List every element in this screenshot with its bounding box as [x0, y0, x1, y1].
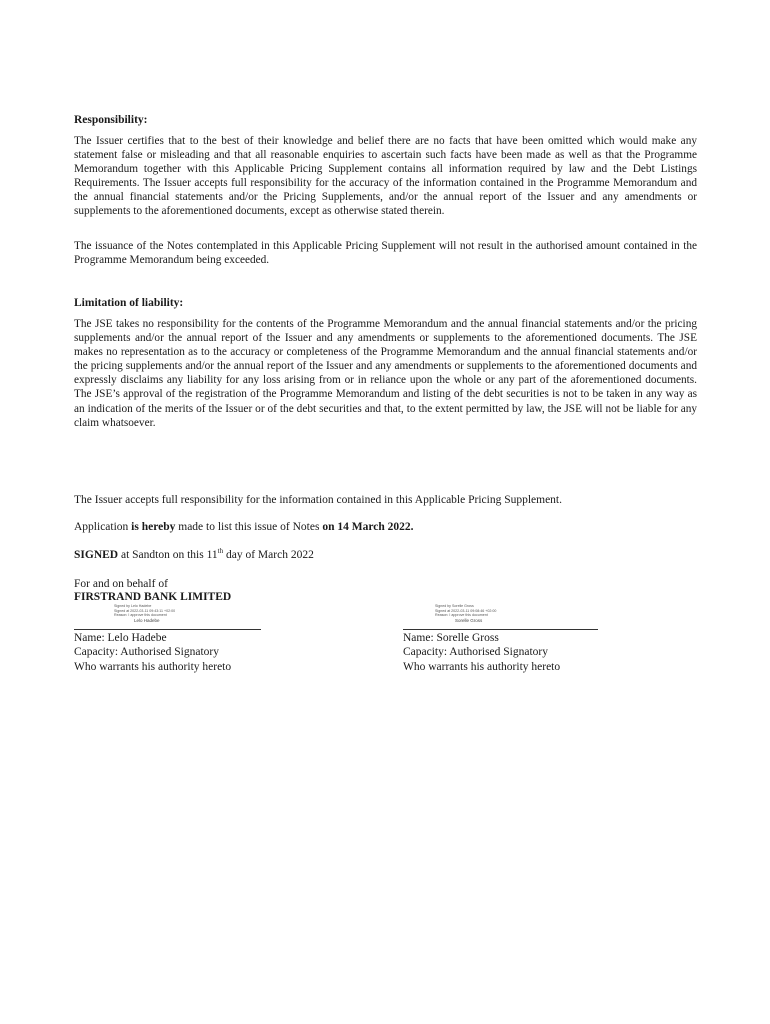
- limitation-paragraph: The JSE takes no responsibility for the contents of the Programme Memorandum and the annual financial statements and/or the pricing supplements and/or the annual report of the Issuer and any amendments or supplements to the aforementioned documents. The JSE makes no representation as to the accuracy or completeness of the Programme Memorandum and the annual financial statements and/or the pricing supplements and/or the annual report of the Issuer and any amendments or supplements to the aforementioned documents and expressly disclaims any liability for any loss arising from or in reliance upon the whole or any part of the aforementioned documents. The JSE’s approval of the registration of the Programme Memorandum and listing of the debt securities is not to be taken in any way as an indication of the merits of the Issuer or of the debt securities and that, to the extent permitted by law, the JSE will not be liable for any claim whatsoever.: [74, 318, 697, 429]
- limitation-heading: Limitation of liability:: [74, 297, 184, 309]
- signatory-name: Name: Sorelle Gross: [403, 632, 499, 644]
- stamp-timestamp: Signed at 2022-03-11 09:08:46 +02:00: [435, 608, 497, 613]
- handwritten-signature: Sorelle Gross: [455, 618, 483, 623]
- signatory-block: [74, 631, 231, 674]
- application-date: on 14 March 2022.: [322, 521, 414, 533]
- signed-text-end: day of March 2022: [223, 549, 314, 561]
- signatory-capacity: Capacity: Authorised Signatory: [74, 646, 220, 659]
- signatory-warrant: Who warrants his authority hereto: [403, 660, 561, 673]
- application-text-2: made to list this issue of Notes: [175, 521, 323, 533]
- signatory-warrant: Who warrants his authority hereto: [74, 660, 232, 673]
- stamp-reason: Reason: I approve this document: [435, 613, 488, 618]
- responsibility-heading: Responsibility:: [74, 114, 148, 126]
- stamp-reason: Reason: I approve this document: [114, 613, 167, 618]
- signatory-capacity: Capacity: Authorised Signatory: [403, 646, 549, 659]
- signed-label: SIGNED: [74, 549, 119, 561]
- behalf-line: For and on behalf of: [74, 578, 168, 590]
- stamp-timestamp: Signed at 2022-03-11 09:43:11 +02:00: [114, 608, 176, 613]
- acceptance-statement: The Issuer accepts full responsibility for the information contained in this Applicable Pricing Supplement.: [74, 494, 563, 506]
- application-text-bold-1: is hereby: [131, 521, 176, 533]
- signed-ordinal-suffix: th: [217, 547, 224, 556]
- signature-line: [74, 629, 261, 630]
- handwritten-signature: Lelo Hadebe: [134, 618, 160, 623]
- stamp-signer: Signed by Sorelle Gross: [435, 604, 474, 608]
- application-statement: [74, 520, 413, 534]
- company-name: FIRSTRAND BANK LIMITED: [74, 591, 232, 603]
- signature-line: [403, 629, 598, 630]
- authorised-amount-paragraph: The issuance of the Notes contemplated in this Applicable Pricing Supplement will not result in the authorised amount contained in the Programme Memorandum being exceeded.: [74, 240, 697, 267]
- signatory-block: [403, 631, 560, 674]
- signed-text: at Sandton on this 11: [118, 549, 218, 561]
- stamp-signer: Signed by Lelo Hadebe: [114, 604, 152, 608]
- application-text-1: Application: [74, 521, 132, 533]
- signed-statement: [74, 548, 314, 562]
- signatory-name: Name: Lelo Hadebe: [74, 632, 167, 644]
- digital-signature-stamp: [435, 604, 496, 618]
- digital-signature-stamp: [114, 604, 175, 618]
- responsibility-paragraph: The Issuer certifies that to the best of their knowledge and belief there are no facts that have been omitted which would make any statement false or misleading and that all reasonable enquiries to ascertain such facts have been made as well as that the Programme Memorandum together with this Applicable Pricing Supplement contains all information required by law and the Debt Listings Requirements. The Issuer accepts full responsibility for the accuracy of the information contained in the Programme Memorandum and the annual financial statements and/or the Pricing Supplements, and/or the annual report of the Issuer and any amendments or supplements to the aforementioned documents, except as otherwise stated therein.: [74, 135, 697, 218]
